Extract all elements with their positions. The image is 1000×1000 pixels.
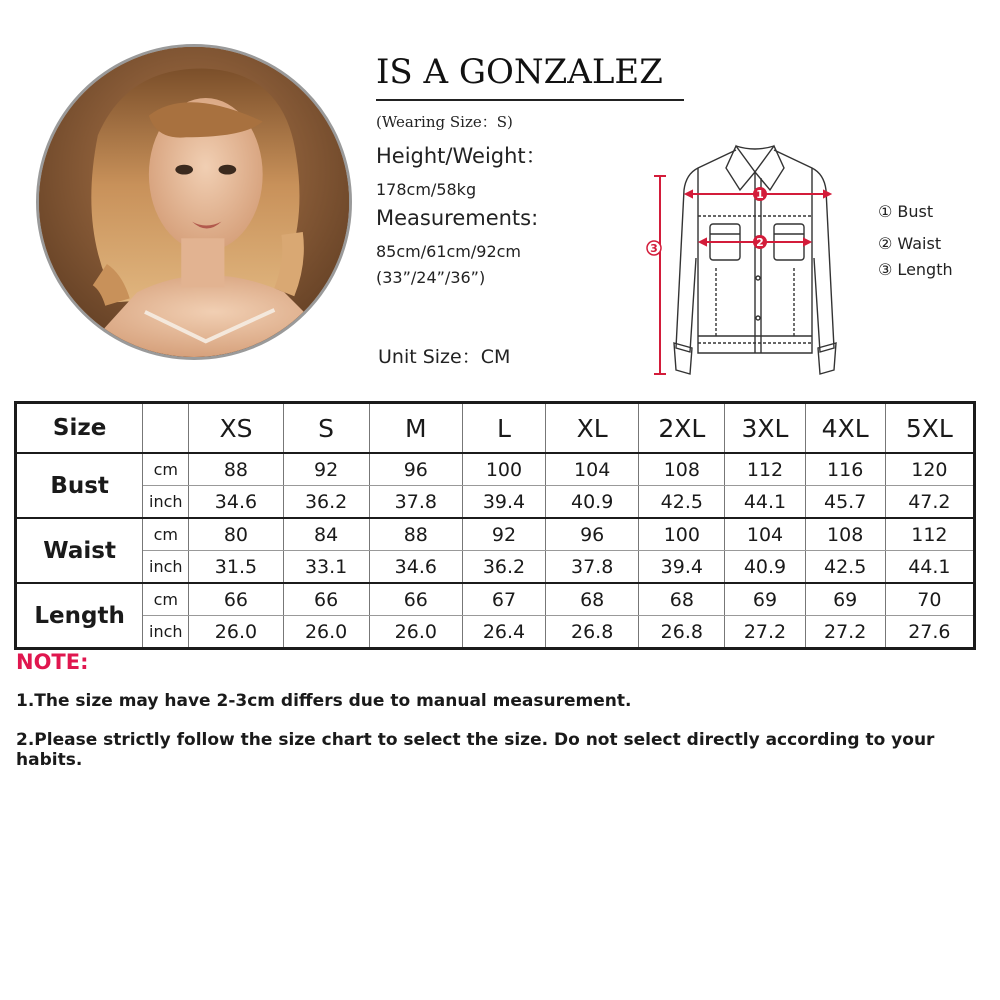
size-chart-table bbox=[14, 401, 976, 650]
waist-inch-2xl: 39.4 bbox=[639, 551, 725, 584]
length-cm-2xl: 68 bbox=[639, 583, 725, 616]
bust-inch-xs: 34.6 bbox=[189, 486, 283, 519]
bust-inch-l: 39.4 bbox=[462, 486, 545, 519]
waist-inch-s: 33.1 bbox=[283, 551, 369, 584]
legend-length: ③ Length bbox=[878, 260, 953, 279]
length-inch-3xl: 27.2 bbox=[725, 616, 805, 649]
waist-cm-row bbox=[16, 518, 975, 551]
bust-cm-m: 96 bbox=[369, 453, 462, 486]
length-cm-4xl: 69 bbox=[805, 583, 885, 616]
size-3xl: 3XL bbox=[725, 403, 805, 454]
waist-inch-l: 36.2 bbox=[462, 551, 545, 584]
note-item-1: 1.The size may have 2-3cm differs due to manual measurement. bbox=[16, 691, 632, 711]
legend-waist: ② Waist bbox=[878, 234, 942, 253]
waist-cm-5xl: 112 bbox=[885, 518, 974, 551]
size-header-row bbox=[16, 403, 975, 454]
marker-3: 3 bbox=[650, 242, 658, 255]
length-inch-s: 26.0 bbox=[283, 616, 369, 649]
bust-cm-5xl: 120 bbox=[885, 453, 974, 486]
waist-inch-m: 34.6 bbox=[369, 551, 462, 584]
size-s: S bbox=[283, 403, 369, 454]
bust-cm-unit: cm bbox=[143, 453, 189, 486]
jacket-outline-icon bbox=[638, 138, 870, 384]
length-inch-xl: 26.8 bbox=[546, 616, 639, 649]
height-weight-label: Height/Weight： bbox=[376, 144, 547, 168]
jacket-measurement-diagram bbox=[638, 138, 870, 384]
length-cm-3xl: 69 bbox=[725, 583, 805, 616]
length-inch-l: 26.4 bbox=[462, 616, 545, 649]
unit-header-blank bbox=[143, 403, 189, 454]
bust-cm-row bbox=[16, 453, 975, 486]
bust-inch-3xl: 44.1 bbox=[725, 486, 805, 519]
length-cm-xl: 68 bbox=[546, 583, 639, 616]
length-cm-row bbox=[16, 583, 975, 616]
waist-inch-xl: 37.8 bbox=[546, 551, 639, 584]
length-cm-5xl: 70 bbox=[885, 583, 974, 616]
size-header-label: Size bbox=[16, 403, 143, 454]
measurements-cm: 85cm/61cm/92cm bbox=[376, 242, 522, 261]
bust-inch-2xl: 42.5 bbox=[639, 486, 725, 519]
bust-cm-xs: 88 bbox=[189, 453, 283, 486]
length-inch-4xl: 27.2 bbox=[805, 616, 885, 649]
bust-inch-m: 37.8 bbox=[369, 486, 462, 519]
legend-bust: ① Bust bbox=[878, 202, 934, 221]
bust-inch-unit: inch bbox=[143, 486, 189, 519]
length-inch-unit: inch bbox=[143, 616, 189, 649]
size-m: M bbox=[369, 403, 462, 454]
length-cm-l: 67 bbox=[462, 583, 545, 616]
bust-inch-4xl: 45.7 bbox=[805, 486, 885, 519]
waist-inch-3xl: 40.9 bbox=[725, 551, 805, 584]
measurements-label: Measurements: bbox=[376, 206, 539, 230]
length-label: Length bbox=[16, 583, 143, 649]
bust-inch-row bbox=[16, 486, 975, 519]
waist-cm-unit: cm bbox=[143, 518, 189, 551]
size-l: L bbox=[462, 403, 545, 454]
bust-cm-xl: 104 bbox=[546, 453, 639, 486]
unit-size: Unit Size：CM bbox=[378, 346, 511, 368]
bust-cm-2xl: 108 bbox=[639, 453, 725, 486]
waist-cm-l: 92 bbox=[462, 518, 545, 551]
note-title: NOTE: bbox=[16, 650, 89, 674]
waist-inch-5xl: 44.1 bbox=[885, 551, 974, 584]
waist-inch-unit: inch bbox=[143, 551, 189, 584]
bust-inch-5xl: 47.2 bbox=[885, 486, 974, 519]
waist-cm-s: 84 bbox=[283, 518, 369, 551]
length-cm-s: 66 bbox=[283, 583, 369, 616]
length-inch-row bbox=[16, 616, 975, 649]
length-cm-unit: cm bbox=[143, 583, 189, 616]
name-underline bbox=[376, 99, 684, 101]
bust-cm-4xl: 116 bbox=[805, 453, 885, 486]
waist-cm-4xl: 108 bbox=[805, 518, 885, 551]
size-2xl: 2XL bbox=[639, 403, 725, 454]
size-xs: XS bbox=[189, 403, 283, 454]
length-cm-xs: 66 bbox=[189, 583, 283, 616]
waist-cm-2xl: 100 bbox=[639, 518, 725, 551]
waist-cm-xs: 80 bbox=[189, 518, 283, 551]
waist-label: Waist bbox=[16, 518, 143, 583]
measurements-inch: (33”/24”/36”) bbox=[376, 268, 486, 287]
bust-label: Bust bbox=[16, 453, 143, 518]
model-photo bbox=[36, 44, 352, 360]
length-inch-m: 26.0 bbox=[369, 616, 462, 649]
model-name: IS A GONZALEZ bbox=[376, 52, 663, 92]
size-4xl: 4XL bbox=[805, 403, 885, 454]
size-5xl: 5XL bbox=[885, 403, 974, 454]
waist-cm-3xl: 104 bbox=[725, 518, 805, 551]
length-inch-2xl: 26.8 bbox=[639, 616, 725, 649]
model-portrait-illustration bbox=[39, 47, 349, 357]
bust-cm-3xl: 112 bbox=[725, 453, 805, 486]
marker-1: 1 bbox=[756, 188, 764, 201]
bust-cm-l: 100 bbox=[462, 453, 545, 486]
waist-inch-row bbox=[16, 551, 975, 584]
length-cm-m: 66 bbox=[369, 583, 462, 616]
size-xl: XL bbox=[546, 403, 639, 454]
waist-inch-4xl: 42.5 bbox=[805, 551, 885, 584]
bust-inch-s: 36.2 bbox=[283, 486, 369, 519]
waist-cm-xl: 96 bbox=[546, 518, 639, 551]
marker-2: 2 bbox=[756, 236, 764, 249]
height-weight-value: 178cm/58kg bbox=[376, 180, 477, 199]
wearing-size: (Wearing Size：S) bbox=[376, 113, 513, 131]
bust-cm-s: 92 bbox=[283, 453, 369, 486]
bust-inch-xl: 40.9 bbox=[546, 486, 639, 519]
waist-inch-xs: 31.5 bbox=[189, 551, 283, 584]
length-inch-5xl: 27.6 bbox=[908, 620, 951, 643]
note-item-2: 2.Please strictly follow the size chart to select the size. Do not select directly according to your habits. bbox=[16, 730, 935, 770]
length-inch-xs: 26.0 bbox=[189, 616, 283, 649]
waist-cm-m: 88 bbox=[369, 518, 462, 551]
